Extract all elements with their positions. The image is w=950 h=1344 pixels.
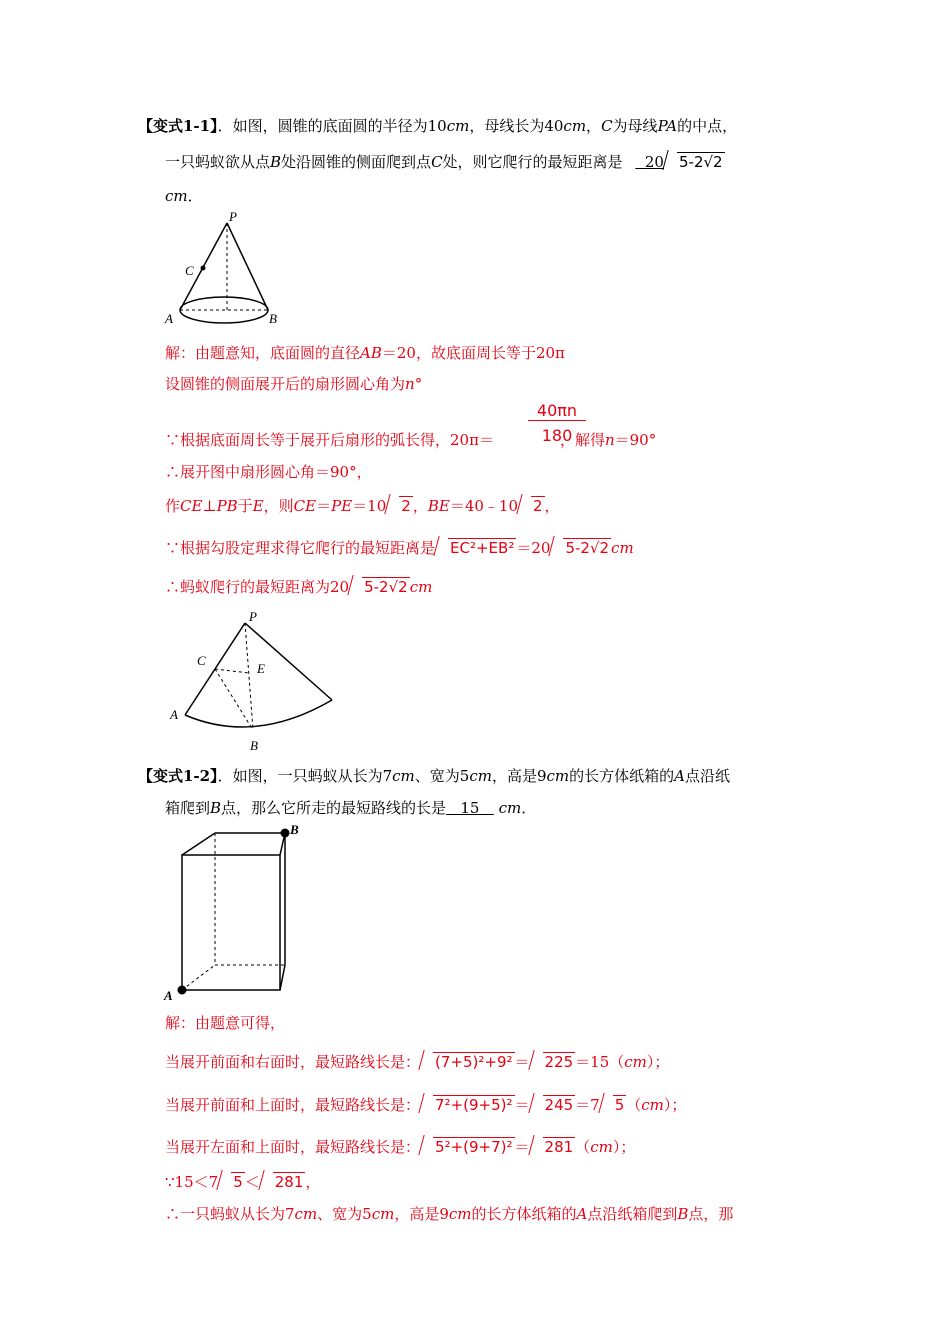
label-a: A <box>165 311 173 326</box>
label-b: B <box>269 311 277 326</box>
point-a <box>178 986 187 995</box>
sol-1-2-conclusion: ∴一只蚂蚁从长为7cm、宽为5cm，高是9cm的长方体纸箱的A点沿纸箱爬到B点，那 <box>165 1205 734 1223</box>
label-p: P <box>229 209 237 224</box>
sector-arc <box>185 700 332 727</box>
label-a2: A <box>170 707 178 722</box>
label-b2: B <box>250 738 258 753</box>
sol-1-1-line6: ∵根据勾股定理求得它爬行的最短距离是 EC²+EB² ＝20 5-2√2 cm <box>165 539 634 557</box>
question-1-1-line1: 【变式1-1】．如图，圆锥的底面圆的半径为10cm，母线长为40cm，C为母线PA的中点， <box>138 117 738 135</box>
sol-1-1-line5: 作CE⊥PB于E，则CE＝PE＝10 2 ，BE＝40﹣10 2 ， <box>165 497 560 515</box>
sol-1-1-line4: ∴展开图中扇形圆心角＝90°， <box>165 463 372 481</box>
line-ce <box>215 669 249 673</box>
answer-1-2: 15 <box>460 799 480 817</box>
label-c: C <box>185 263 194 278</box>
sol-1-1-line7: ∴蚂蚁爬行的最短距离为20 5-2√2 cm <box>165 578 433 596</box>
sol-1-2-case3: 当展开左面和上面时，最短路线长是： 5²+(9+7)² ＝ 281 （cm）； <box>165 1138 636 1156</box>
box-hidden-diagonal <box>182 965 215 990</box>
tag-1-1: 【变式1-1】 <box>138 117 218 135</box>
sol-1-2-line1: 解：由题意可得， <box>165 1014 286 1032</box>
label-p2: P <box>249 609 257 624</box>
sector-figure <box>165 605 345 755</box>
point-b <box>281 829 290 838</box>
sol-1-1-line1: 解：由题意知，底面圆的直径AB＝20，故底面周长等于20π <box>165 344 565 362</box>
label-e: E <box>257 661 265 676</box>
sol-1-2-case1: 当展开前面和右面时，最短路线长是： (7+5)²+9² ＝ 225 ＝15（cm）； <box>165 1053 670 1071</box>
sol-1-2-case2: 当展开前面和上面时，最短路线长是： 7²+(9+5)² ＝ 245 ＝7 5 （cm）； <box>165 1096 687 1114</box>
line-cb <box>215 669 253 730</box>
label-a3: A <box>164 988 173 1003</box>
box-top-left-edge <box>182 833 215 855</box>
sol-1-1-line2: 设圆锥的侧面展开后的扇形圆心角为n° <box>165 375 423 393</box>
label-c2: C <box>197 653 206 668</box>
sol-1-1-line3: ∵根据底面周长等于展开后扇形的弧长得，20π＝ ，解得n＝90° <box>165 431 657 449</box>
line-pb <box>245 623 253 730</box>
box-figure <box>160 820 310 1005</box>
question-1-2-line1: 【变式1-2】．如图，一只蚂蚁从长为7cm、宽为5cm，高是9cm的长方体纸箱的A点沿纸 <box>138 767 730 785</box>
question-1-1-line3: cm． <box>165 187 203 205</box>
box-front <box>182 855 280 990</box>
answer-1-1: 20 5-2√2 <box>644 153 723 171</box>
sol-1-2-inequality: ∵15＜7 5 ＜ 281 ， <box>165 1173 321 1191</box>
label-b3: B <box>290 822 299 837</box>
point-c <box>201 266 206 271</box>
question-1-1-line2: 一只蚂蚁欲从点B处沿圆锥的侧面爬到点C处，则它爬行的最短距离是 20 5-2√2 <box>165 153 723 171</box>
tag-1-2: 【变式1-2】 <box>138 767 218 785</box>
question-1-2-line2: 箱爬到B点，那么它所走的最短路线的长是 15 cm． <box>165 799 537 817</box>
cone-figure <box>160 205 290 330</box>
fraction-numerator: 40πn <box>528 401 586 421</box>
fraction-denominator: 180 <box>541 426 573 445</box>
